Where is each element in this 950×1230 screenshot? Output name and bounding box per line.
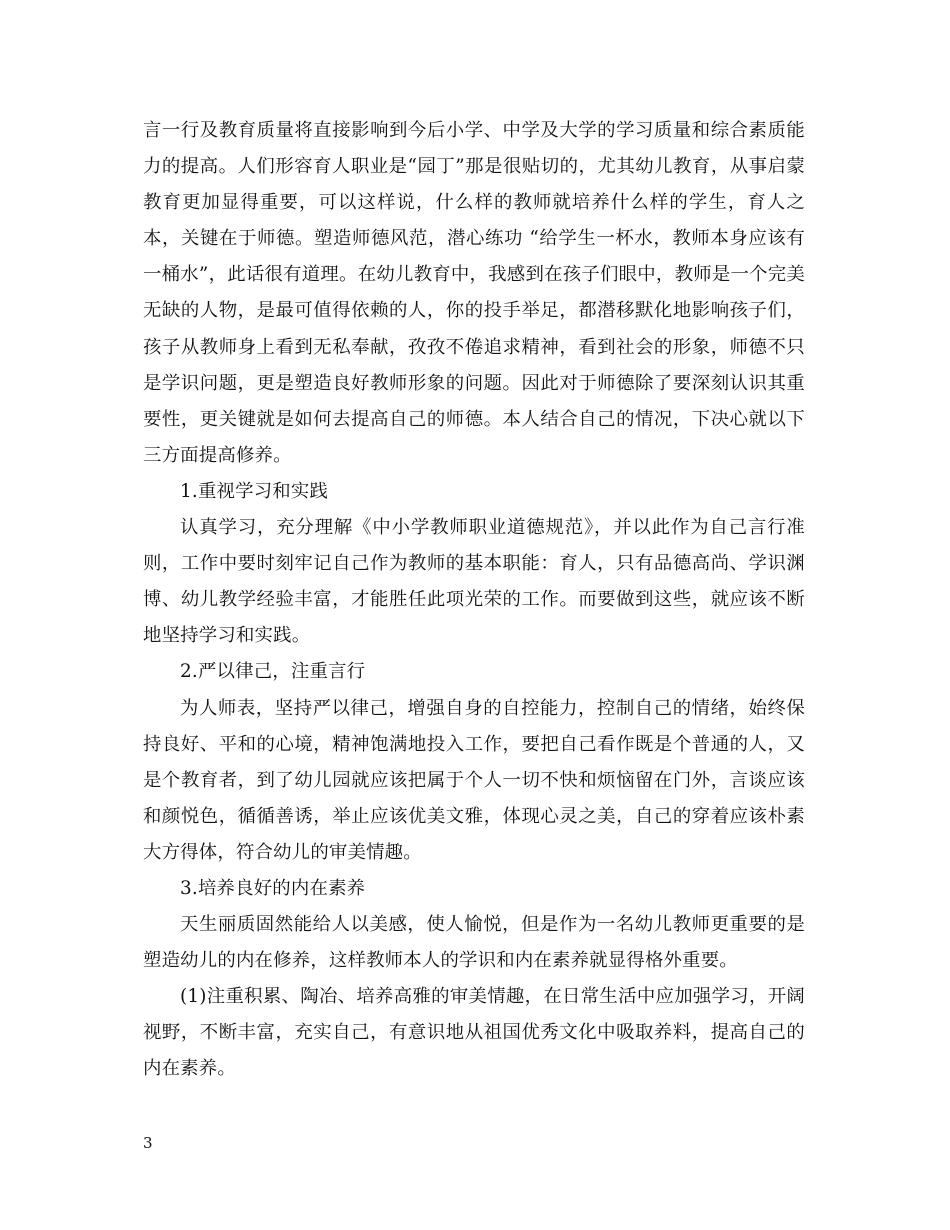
section-heading-1: 1.重视学习和实践 bbox=[180, 480, 329, 502]
page-number: 3 bbox=[143, 1134, 153, 1152]
section-heading-2: 2.严以律己，注重言行 bbox=[180, 661, 366, 683]
paragraph-continuation: 言一行及教育质量将直接影响到今后小学、中学及大学的学习质量和综合素质能力的提高。人们形容育人职业是“园丁”那是很贴切的，尤其幼儿教育，从事启蒙教育更加显得重要，可以这样说，什么样的教师就培养什么样的学生，育人之本，关键在于师德。塑造师德风范，潜心练功 “给学生一杯水，教师本身应该有一桶水”，此话很有道理。在幼儿教育中，我感到在孩子们眼中，教师是一个完美无缺的人物，是最可值得依赖的人，你的投手举足，都潜移默化地影响孩子们，孩子从教师身上看到无私奉献，孜孜不倦追求精神，看到社会的形象，师德不只是学识问题，更是塑造良好教师形象的问题。因此对于师德除了要深刻认识其重要性，更关键就是如何去提高自己的师德。本人结合自己的情况，下决心就以下三方面提高修养。 bbox=[143, 120, 805, 466]
paragraph-inner-quality: 天生丽质固然能给人以美感，使人愉悦，但是作为一名幼儿教师更重要的是塑造幼儿的内在修养，这样教师本人的学识和内在素养就显得格外重要。 bbox=[143, 914, 805, 972]
section-heading-3: 3.培养良好的内在素养 bbox=[180, 877, 366, 899]
paragraph-aesthetic-taste: (1)注重积累、陶冶、培养高雅的审美情趣，在日常生活中应加强学习，开阔视野，不断丰富，充实自己，有意识地从祖国优秀文化中吸取养料，提高自己的内在素养。 bbox=[143, 986, 805, 1080]
paragraph-study-practice: 认真学习，充分理解《中小学教师职业道德规范》，并以此作为自己言行准则，工作中要时刻牢记自己作为教师的基本职能：育人，只有品德高尚、学识渊博、幼儿教学经验丰富，才能胜任此项光荣的工作。而要做到这些，就应该不断地坚持学习和实践。 bbox=[143, 517, 805, 647]
paragraph-self-discipline: 为人师表，坚持严以律己，增强自身的自控能力，控制自己的情绪，始终保持良好、平和的心境，精神饱满地投入工作，要把自己看作既是个普通的人，又是个教育者，到了幼儿园就应该把属于个人一切不快和烦恼留在门外，言谈应该和颜悦色，循循善诱，举止应该优美文雅，体现心灵之美，自己的穿着应该朴素大方得体，符合幼儿的审美情趣。 bbox=[143, 697, 805, 863]
document-body bbox=[143, 113, 805, 1088]
